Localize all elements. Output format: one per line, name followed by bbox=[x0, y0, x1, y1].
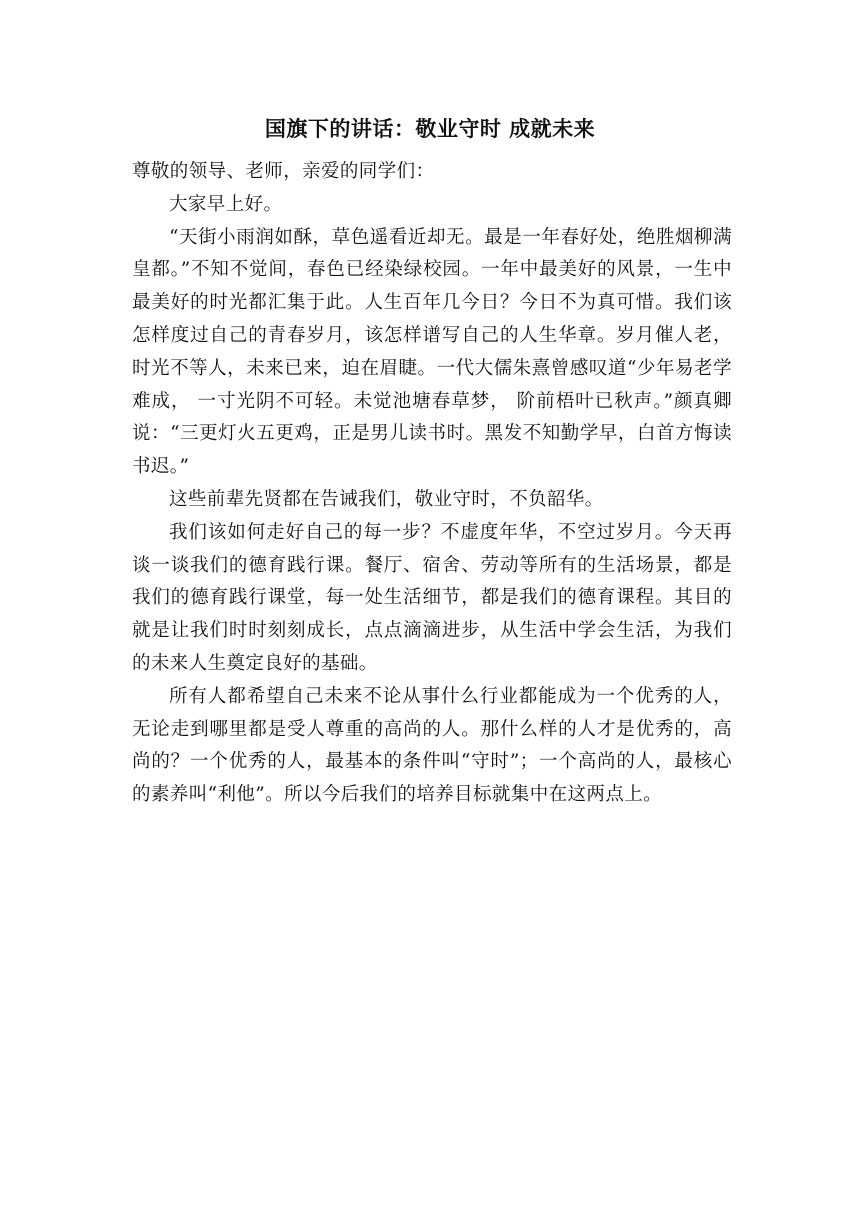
paragraph-greeting: 大家早上好。 bbox=[169, 193, 283, 215]
paragraph-poems: “天街小雨润如酥，草色遥看近却无。最是一年春好处，绝胜烟柳满皇都。”不知不觉间，春色已经染绿校园。一年中最美好的风景，一生中最美好的时光都汇集于此。人生百年几今日？今日不为真可惜。我们该怎样度过自己的青春岁月，该怎样谱写自己的人生华章。岁月催人老，时光不等人，未来已来，迫在眉睫。一代大儒朱熹曾感叹道“少年易老学难成， 一寸光阴不可轻。未觉池塘春草梦， 阶前梧叶已秋声。”颜真卿说：“三更灯火五更鸡，正是男儿读书时。黑发不知勤学早，白首方悔读书迟。” bbox=[132, 226, 732, 478]
paragraph-goals: 所有人都希望自己未来不论从事什么行业都能成为一个优秀的人，无论走到哪里都是受人尊重的高尚的人。那什么样的人才是优秀的，高尚的？一个优秀的人，最基本的条件叫“守时”；一个高尚的人，最核心的素养叫“利他”。所以今后我们的培养目标就集中在这两点上。 bbox=[132, 685, 732, 806]
salutation: 尊敬的领导、老师，亲爱的同学们： bbox=[132, 161, 435, 182]
paragraph-reminder: 这些前辈先贤都在告诫我们，敬业守时，不负韶华。 bbox=[169, 488, 604, 510]
speech-body bbox=[132, 156, 732, 812]
paragraph-moral-practice: 我们该如何走好自己的每一步？不虚度年华，不空过岁月。今天再谈一谈我们的德育践行课。餐厅、宿舍、劳动等所有的生活场景，都是我们的德育践行课堂，每一处生活细节，都是我们的德育课程。其目的就是让我们时时刻刻成长，点点滴滴进步，从生活中学会生活，为我们的未来人生奠定良好的基础。 bbox=[132, 521, 732, 674]
page-title: 国旗下的讲话：敬业守时 成就未来 bbox=[264, 116, 596, 141]
